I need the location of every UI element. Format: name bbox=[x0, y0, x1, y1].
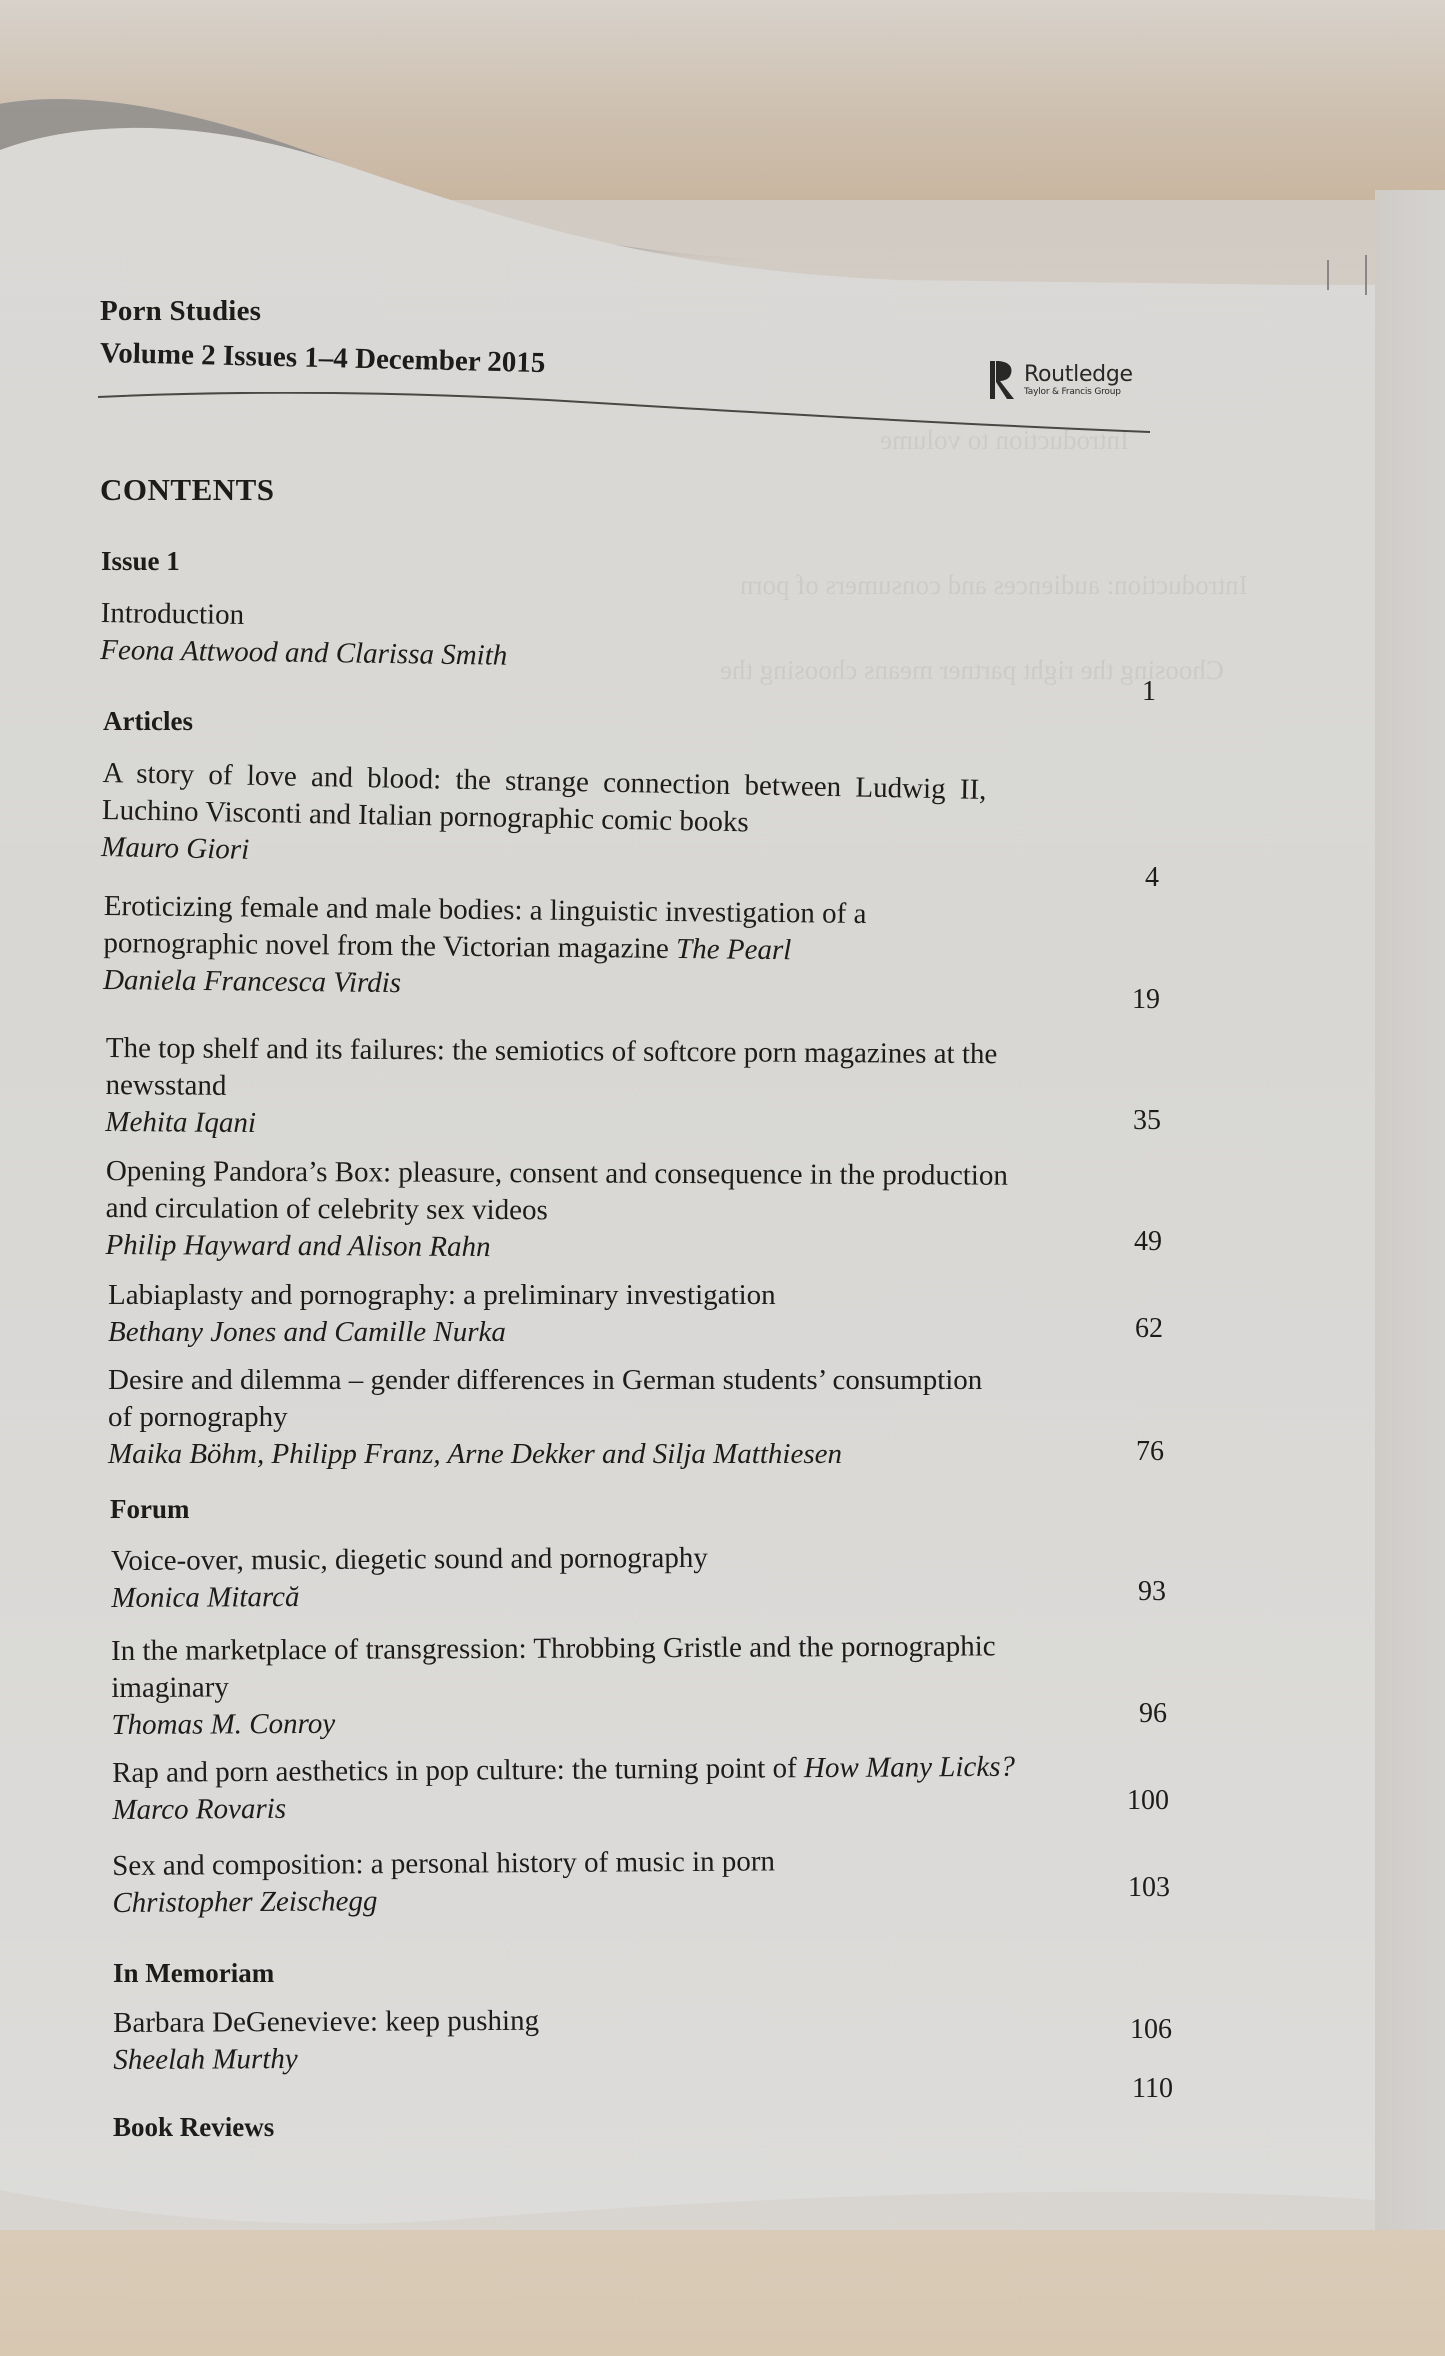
toc-entry[interactable] bbox=[108, 1277, 776, 1351]
entry-title-italic: The Pearl bbox=[675, 932, 792, 967]
entry-title-line: Opening Pandora’s Box: pleasure, consent and consequence in the production bbox=[105, 1155, 1008, 1192]
entry-title-line: In the marketplace of transgression: Throbbing Gristle and the pornographic bbox=[111, 1630, 996, 1667]
entry-page-number: 100 bbox=[1127, 1785, 1169, 1816]
entry-title-line: imaginary bbox=[111, 1671, 229, 1704]
toc-entry[interactable] bbox=[112, 1749, 1015, 1829]
entry-title: Voice-over, music, diegetic sound and pornography bbox=[111, 1541, 708, 1577]
entry-page-number: 1 bbox=[1142, 676, 1156, 707]
entry-title: Rap and porn aesthetics in pop culture: the turning point of bbox=[112, 1752, 805, 1789]
entry-author: Christopher Zeischegg bbox=[112, 1885, 378, 1919]
entry-page-number: 49 bbox=[1134, 1226, 1162, 1257]
entry-title-italic: How Many Licks? bbox=[803, 1750, 1016, 1785]
entry-page-number: 62 bbox=[1135, 1313, 1163, 1344]
entry-author: Thomas M. Conroy bbox=[111, 1707, 336, 1741]
entry-author: Mauro Giori bbox=[100, 830, 250, 866]
entry-page-number: 106 bbox=[1130, 2014, 1172, 2045]
toc-entry[interactable] bbox=[105, 1153, 1008, 1269]
routledge-r-icon bbox=[988, 358, 1018, 402]
entry-page-number: 93 bbox=[1138, 1576, 1166, 1607]
toc-entry[interactable] bbox=[111, 1540, 708, 1617]
entry-author: Mehita Iqani bbox=[105, 1105, 257, 1140]
publisher-logo bbox=[988, 358, 1133, 402]
entry-page-number: 4 bbox=[1145, 862, 1159, 893]
toc-entry[interactable] bbox=[113, 2003, 539, 2079]
entry-title-line: Desire and dilemma – gender differences in German students’ consumption bbox=[108, 1364, 983, 1396]
entry-title: Barbara DeGenevieve: keep pushing bbox=[113, 2004, 540, 2039]
entry-title-line: Luchino Visconti and Italian pornographic comic books bbox=[101, 793, 749, 839]
toc-entry[interactable] bbox=[105, 1030, 997, 1147]
entry-title-line: of pornography bbox=[108, 1401, 288, 1433]
entry-author: Sheelah Murthy bbox=[113, 2043, 298, 2076]
entry-page-number: 103 bbox=[1128, 1872, 1170, 1903]
entry-page-number: 19 bbox=[1132, 984, 1160, 1015]
toc-entry[interactable] bbox=[100, 595, 508, 675]
journal-title: Porn Studies bbox=[100, 295, 262, 327]
publisher-name: Routledge bbox=[1024, 361, 1133, 387]
toc-entry[interactable] bbox=[108, 1362, 982, 1473]
toc-entry[interactable] bbox=[101, 755, 987, 883]
toc-entry[interactable] bbox=[111, 1628, 996, 1744]
section-heading-book-reviews: Book Reviews bbox=[113, 2112, 275, 2142]
volume-issue-line: Volume 2 Issues 1–4 December 2015 bbox=[99, 337, 546, 380]
entry-title-line: A story of love and blood: the strange connection between Ludwig II, bbox=[102, 756, 987, 806]
entry-title-line: pornographic novel from the Victorian magazine bbox=[103, 926, 677, 965]
entry-author: Marco Rovaris bbox=[112, 1792, 287, 1826]
entry-title-line: and circulation of celebrity sex videos bbox=[105, 1191, 548, 1227]
toc-entry[interactable] bbox=[103, 888, 867, 1007]
section-heading-articles: Articles bbox=[103, 706, 193, 736]
entry-page-number: 76 bbox=[1136, 1436, 1164, 1467]
entry-author: Bethany Jones and Camille Nurka bbox=[108, 1316, 506, 1348]
publisher-group: Taylor & Francis Group bbox=[1024, 386, 1121, 397]
entry-title: Introduction bbox=[100, 596, 245, 631]
entry-author: Feona Attwood and Clarissa Smith bbox=[100, 633, 508, 672]
entry-page-number: 110 bbox=[1132, 2073, 1173, 2104]
section-heading-in-memoriam: In Memoriam bbox=[113, 1958, 275, 1988]
issue-heading: Issue 1 bbox=[101, 546, 180, 576]
bleed-through-text: Introduction: audiences and consumers of porn bbox=[740, 570, 1248, 600]
entry-title-line: The top shelf and its failures: the semiotics of softcore porn magazines at the bbox=[105, 1032, 998, 1071]
entry-page-number: 35 bbox=[1133, 1105, 1161, 1136]
entry-title-line: Eroticizing female and male bodies: a linguistic investigation of a bbox=[103, 889, 867, 930]
entry-author: Monica Mitarcă bbox=[111, 1581, 300, 1614]
entry-title-line: newsstand bbox=[105, 1068, 227, 1102]
entry-author: Maika Böhm, Philipp Franz, Arne Dekker and Silja Matthiesen bbox=[108, 1438, 843, 1470]
bleed-through-text: Introduction to volume bbox=[880, 425, 1129, 455]
entry-page-number: 96 bbox=[1139, 1698, 1167, 1729]
entry-author: Daniela Francesca Virdis bbox=[102, 963, 402, 1000]
entry-title: Sex and composition: a personal history of music in porn bbox=[112, 1845, 776, 1882]
toc-entry[interactable] bbox=[112, 1843, 775, 1922]
section-heading-forum: Forum bbox=[110, 1494, 190, 1524]
entry-title: Labiaplasty and pornography: a preliminary investigation bbox=[108, 1279, 776, 1311]
contents-heading: CONTENTS bbox=[100, 472, 275, 507]
entry-author: Philip Hayward and Alison Rahn bbox=[105, 1228, 491, 1264]
bleed-through-text: Choosing the right partner means choosing the bbox=[720, 655, 1224, 685]
